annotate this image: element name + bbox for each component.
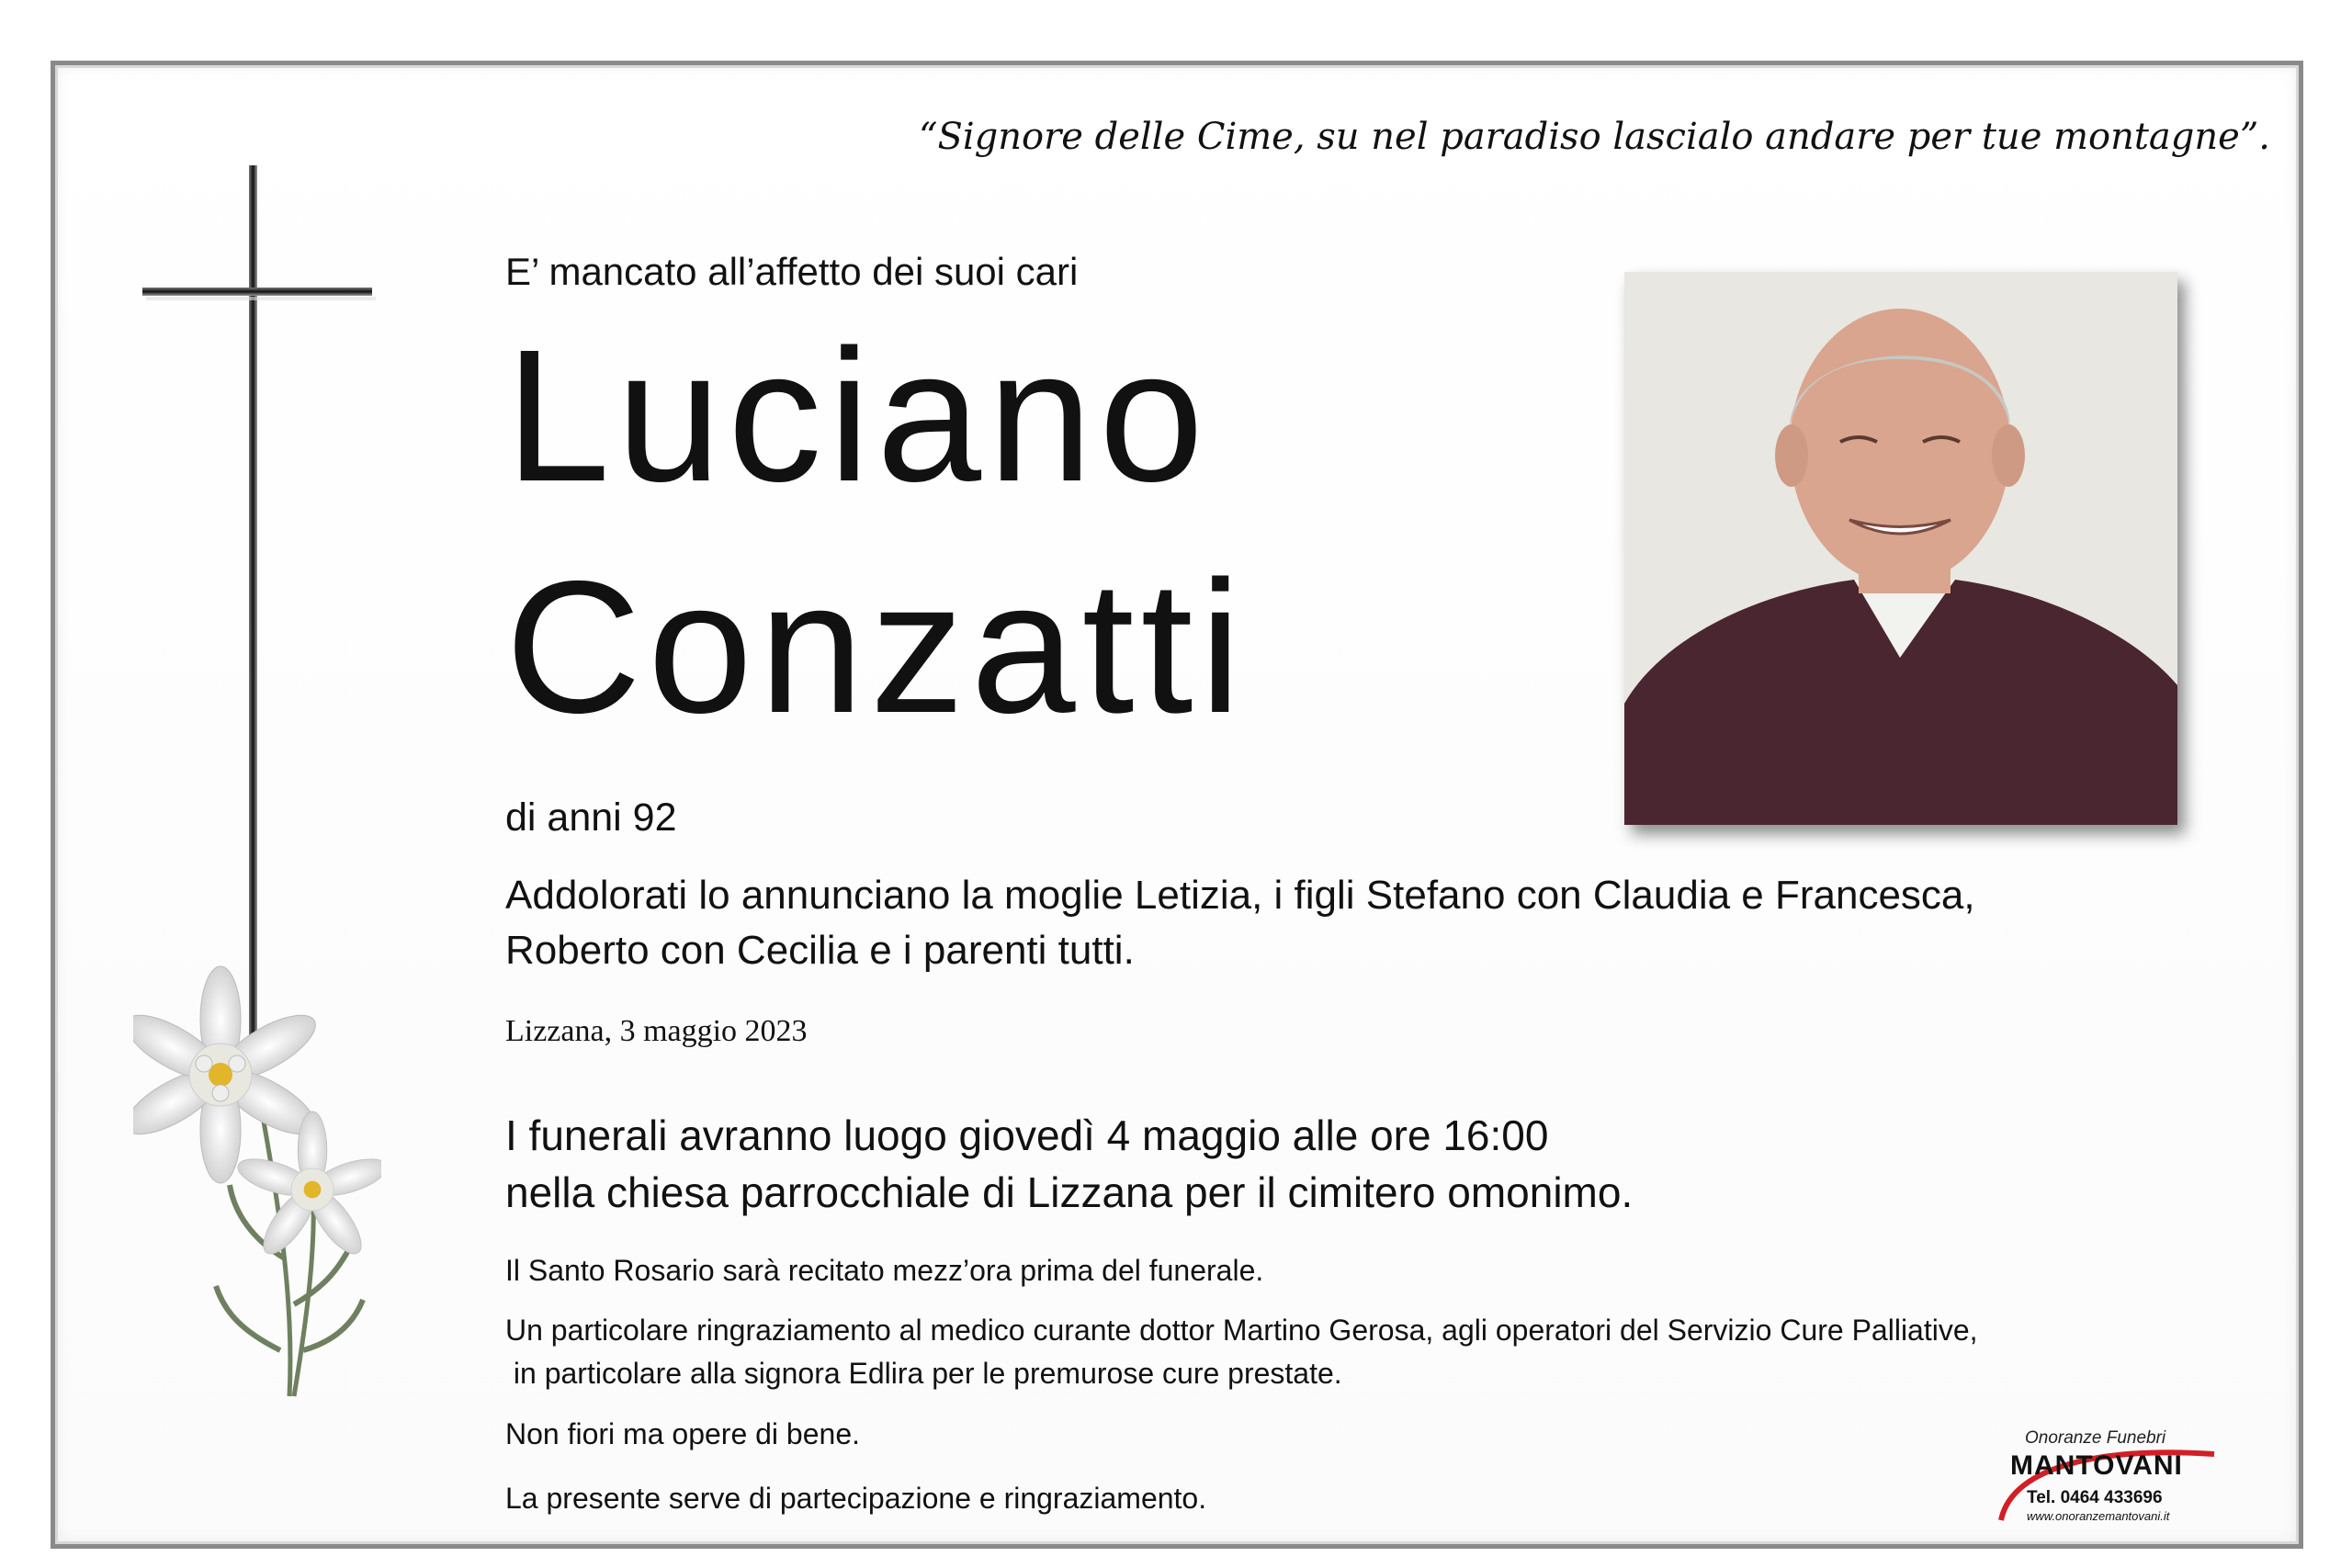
rosary-note: Il Santo Rosario sarà recitato mezz’ora prima del funerale. <box>505 1254 1264 1287</box>
logo-top-text: Onoranze Funebri <box>2025 1428 2166 1448</box>
no-flowers-note: Non fiori ma opere di bene. <box>505 1417 860 1450</box>
funeral-line: nella chiesa parrocchiale di Lizzana per il cimitero omonimo. <box>505 1168 1634 1216</box>
logo-name: MANTOVANI <box>2010 1450 2183 1481</box>
thanks-line: Un particolare ringraziamento al medico curante dottor Martino Gerosa, agli operatori del Servizio Cure Palliative, <box>505 1314 1978 1347</box>
announcement-line: Roberto con Cecilia e i parenti tutti. <box>505 928 1135 973</box>
cross-edelweiss-icon <box>133 156 381 1442</box>
first-name: Luciano <box>505 310 1211 521</box>
last-name: Conzatti <box>505 542 1249 752</box>
logo-phone: Tel. 0464 433696 <box>2027 1488 2163 1507</box>
funeral-home-logo <box>1994 1428 2223 1529</box>
closing-note: La presente serve di partecipazione e ringraziamento. <box>505 1482 1207 1515</box>
age-text: di anni 92 <box>505 795 677 840</box>
thanks-line: in particolare alla signora Edlira per le premurose cure prestate. <box>505 1357 1342 1390</box>
funeral-line: I funerali avranno luogo giovedì 4 maggio alle ore 16:00 <box>505 1111 1549 1159</box>
intro-text: E’ mancato all’affetto dei suoi cari <box>505 250 1079 293</box>
portrait-photo <box>1624 272 2177 825</box>
quote: “Signore delle Cime, su nel paradiso lascialo andare per tue montagne”. <box>919 116 2270 158</box>
funeral-info <box>505 1107 2159 1221</box>
logo-website: www.onoranzemantovani.it <box>2027 1509 2170 1523</box>
thanks-note <box>505 1309 2205 1395</box>
announcement <box>505 868 2159 978</box>
announcement-line: Addolorati lo annunciano la moglie Letizia, i figli Stefano con Claudia e Francesca, <box>505 873 1975 918</box>
dateline: Lizzana, 3 maggio 2023 <box>505 1014 808 1048</box>
